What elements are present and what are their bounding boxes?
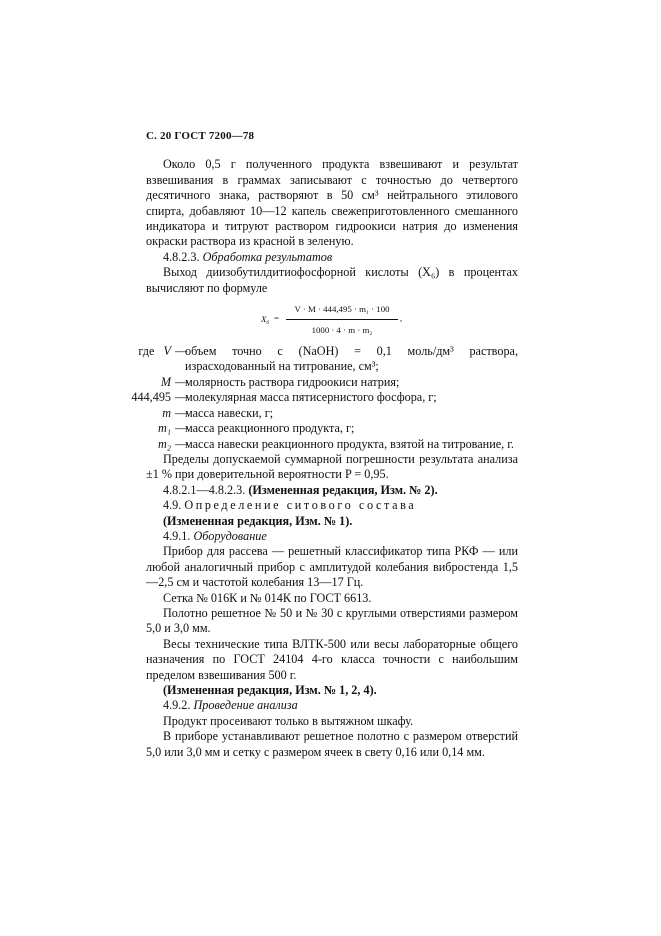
- formula-denominator: 1000 · 4 · m · m₂: [311, 325, 373, 336]
- amendment-text: (Измененная редакция, Изм. № 2).: [248, 482, 438, 497]
- definition-row: [119, 421, 518, 436]
- section-number: 4.9.2.: [163, 698, 191, 713]
- section-title: Проведение анализа: [193, 698, 298, 713]
- definition-row: [119, 390, 518, 405]
- equipment-paragraph: Весы технические типа ВЛТК-500 или весы лабораторные общего назначения по ГОСТ 24104 4-го класса точности с наибольшим пределом взвешивания 500 г.: [146, 636, 518, 682]
- section-title: Обработка результатов: [202, 249, 333, 264]
- section-4823-heading: [146, 250, 518, 265]
- yield-paragraph: Выход диизобутилдитиофосфорной кислоты (X₆) в процентах вычисляют по формуле: [146, 265, 518, 295]
- definition-row: [119, 406, 518, 421]
- section-491-heading: [146, 529, 518, 544]
- section-number: 4.9.1.: [163, 528, 191, 543]
- definition-symbol: m₁: [157, 421, 171, 436]
- definition-dash: —: [175, 436, 188, 451]
- section-49-heading: [146, 498, 518, 513]
- definition-text: масса навески реакционного продукта, взятой на титрование, г.: [185, 436, 514, 451]
- equipment-paragraph: Полотно решетное № 50 и № 30 с круглыми отверстиями размером 5,0 и 3,0 мм.: [146, 605, 518, 636]
- definition-dash: —: [175, 390, 188, 405]
- document-page: [131, 129, 518, 760]
- definition-row: [119, 375, 518, 390]
- section-number: 4.9.: [163, 498, 182, 513]
- definition-symbol: m₂: [157, 436, 171, 451]
- amendment-range: 4.8.2.1—4.8.2.3.: [163, 482, 246, 497]
- definition-symbol: 444,495: [131, 390, 171, 405]
- section-title: Оборудование: [193, 528, 267, 543]
- definition-symbol: M: [160, 374, 171, 389]
- formula-fraction: [286, 302, 398, 339]
- definitions-lead: где: [138, 344, 155, 359]
- formula-equals: =: [274, 313, 279, 324]
- section-492-heading: [146, 698, 518, 713]
- amendment-note: [146, 483, 518, 498]
- definition-text: масса реакционного продукта, г;: [185, 421, 355, 436]
- formula-trail: ,: [400, 313, 403, 324]
- definition-dash: —: [175, 405, 188, 420]
- definition-text: молекулярная масса пятисернистого фосфора, г;: [185, 390, 437, 405]
- page-header: С. 20 ГОСТ 7200—78: [146, 130, 255, 142]
- formula: [146, 302, 518, 336]
- intro-paragraph: Около 0,5 г полученного продукта взвешивают и результат взвешивания в граммах записывают с точностью до четвертого десятичного знака, растворяют в 50 см³ нейтрального этилового спирта, добавляют 10—12 капель свежеприготовленного смешанного индикатора и титруют раствором гидроокиси натрия до изменения окраски раствора из красной в зеленую.: [146, 157, 518, 249]
- equipment-paragraph: Сетка № 016К и № 014К по ГОСТ 6613.: [163, 590, 372, 605]
- amendment-note: (Измененная редакция, Изм. № 1).: [163, 513, 353, 528]
- definition-text: молярность раствора гидроокиси натрия;: [185, 374, 400, 389]
- definition-dash: —: [175, 344, 188, 359]
- definition-symbol-v: V: [163, 344, 171, 359]
- limits-paragraph: Пределы допускаемой суммарной погрешности результата анализа ±1 % при доверительной вероятности P = 0,95.: [146, 451, 518, 482]
- section-title: Определение ситового состава: [184, 498, 417, 513]
- definition-row: [119, 344, 518, 375]
- definition-text: объем точно c (NaOH) = 0,1 моль/дм³ раствора, израсходованный на титрование, см³;: [185, 344, 518, 374]
- procedure-paragraph: Продукт просеивают только в вытяжном шкафу.: [163, 713, 414, 728]
- procedure-paragraph: В приборе устанавливают решетное полотно с размером отверстий 5,0 или 3,0 мм и сетку с размером ячеек в свету 0,16 или 0,14 мм.: [146, 729, 518, 759]
- equipment-paragraph: Прибор для рассева — решетный классификатор типа РКФ — или любой аналогичный прибор с амплитудой колебания вибростенда 1,5—2,5 см и частотой колебания 13—17 Гц.: [146, 544, 518, 590]
- definition-row: [119, 437, 518, 452]
- formula-lhs: X₆: [261, 314, 270, 325]
- amendment-note: (Измененная редакция, Изм. № 1, 2, 4).: [163, 683, 377, 697]
- definition-text: масса навески, г;: [185, 405, 274, 420]
- definition-dash: —: [175, 374, 188, 389]
- definitions-list: [119, 344, 518, 452]
- definition-symbol: m: [162, 405, 171, 420]
- definition-dash: —: [175, 421, 188, 436]
- definition-symbol: [119, 344, 175, 359]
- section-number: 4.8.2.3.: [163, 249, 200, 264]
- formula-numerator: V · M · 444,495 · m₁ · 100: [286, 302, 398, 320]
